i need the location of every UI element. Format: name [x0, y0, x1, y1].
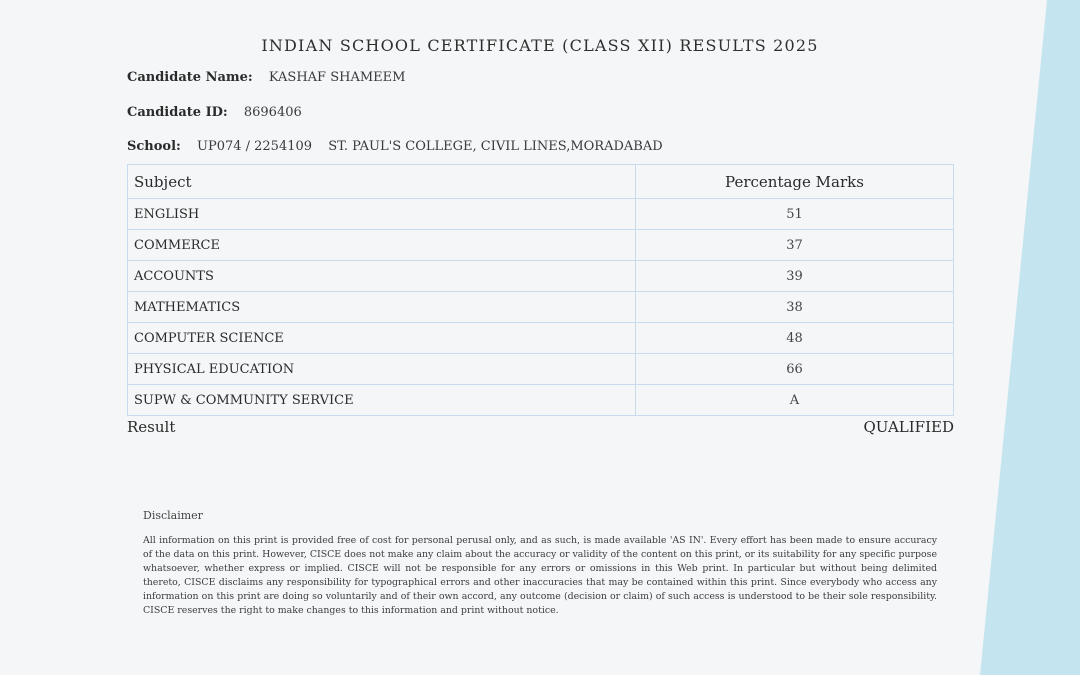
marks-cell: 66 [635, 354, 953, 385]
subject-cell: COMPUTER SCIENCE [128, 323, 636, 354]
candidate-name-label: Candidate Name: [127, 70, 253, 85]
marks-cell: 48 [635, 323, 953, 354]
subject-cell: PHYSICAL EDUCATION [128, 354, 636, 385]
table-row [128, 292, 954, 323]
marks-cell: 38 [635, 292, 953, 323]
table-row [128, 230, 954, 261]
marks-column-header: Percentage Marks [635, 165, 953, 199]
marks-cell: 39 [635, 261, 953, 292]
table-row [128, 385, 954, 416]
candidate-id-row [127, 105, 302, 120]
subject-cell: MATHEMATICS [128, 292, 636, 323]
table-row [128, 323, 954, 354]
marks-cell: 37 [635, 230, 953, 261]
disclaimer-title: Disclaimer [143, 509, 203, 522]
subject-cell: SUPW & COMMUNITY SERVICE [128, 385, 636, 416]
result-value: QUALIFIED [863, 418, 954, 436]
candidate-id-label: Candidate ID: [127, 105, 228, 120]
table-row [128, 261, 954, 292]
school-code: UP074 / 2254109 [196, 139, 313, 154]
result-row [127, 418, 954, 438]
subject-cell: ENGLISH [128, 199, 636, 230]
table-row [128, 354, 954, 385]
marks-cell: A [635, 385, 953, 416]
table-row [128, 199, 954, 230]
table-header-row [128, 165, 954, 199]
marks-cell: 51 [635, 199, 953, 230]
subject-cell: COMMERCE [128, 230, 636, 261]
candidate-name-row [127, 70, 405, 85]
disclaimer-text: All information on this print is provided free of cost for personal perusal only, and as such, is made available 'AS IN'. Every effort has been made to ensure accuracy of the data on this print. However, CISCE does not make any claim about the accuracy or validity of the content on this print, or its suitability for any specific purpose whatsoever, whether express or implied. CISCE will not be responsible for any errors or omissions in this Web print. In particular but without being delimited thereto, CISCE disclaims any responsibility for typographical errors and other inaccuracies that may be contained within this print. Since everybody who access any information on this print are doing so voluntarily and of their own accord, any outcome (decision or claim) of such access is understood to be their sole responsibility. CISCE reserves the right to make changes to this information and print without notice. [143, 535, 937, 616]
candidate-id-value: 8696406 [243, 105, 302, 120]
school-name: ST. PAUL'S COLLEGE, CIVIL LINES,MORADABAD [328, 139, 663, 154]
subject-cell: ACCOUNTS [128, 261, 636, 292]
subject-column-header: Subject [128, 165, 636, 199]
candidate-name-value: KASHAF SHAMEEM [268, 70, 406, 85]
school-label: School: [127, 139, 181, 154]
result-label: Result [127, 418, 176, 436]
page-title: INDIAN SCHOOL CERTIFICATE (CLASS XII) RESULTS 2025 [261, 36, 819, 55]
school-row [127, 139, 663, 154]
marks-table [127, 164, 954, 416]
